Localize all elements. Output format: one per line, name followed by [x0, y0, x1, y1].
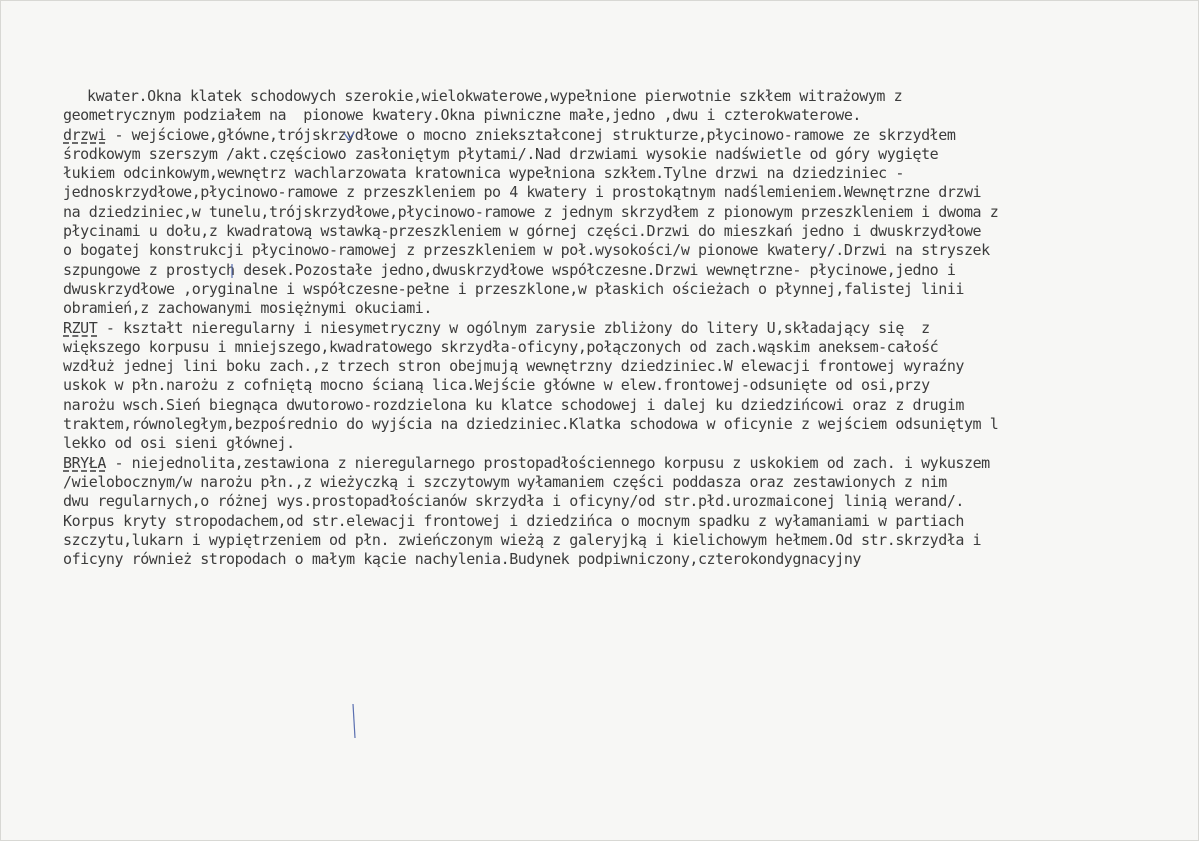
text-line	[63, 319, 1191, 338]
line-text: - wejściowe,główne,trójskrzydłowe o mocno zniekształconej strukturze,płycinowo-ramowe ze skrzydłem	[105, 125, 956, 144]
line-text: oficyny również stropodach o małym kącie nachylenia.Budynek podpiwniczony,czterokondygnacyjny	[63, 550, 862, 569]
text-line	[63, 261, 1191, 280]
text-line	[63, 357, 1191, 376]
text-line	[63, 512, 1191, 531]
line-text: lekko od osi sieni głównej.	[63, 434, 295, 453]
line-text: uskok w płn.narożu z cofniętą mocno ścianą lica.Wejście główne w elew.frontowej-odsunięte od osi,przy	[63, 376, 930, 395]
text-line	[63, 454, 1191, 473]
text-line	[63, 415, 1191, 434]
line-text: szczytu,lukarn i wypiętrzeniem od płn. zwieńczonym wieżą z galeryjką i kielichowym hełmem.Od str.skrzydła i	[63, 530, 982, 549]
text-line	[63, 338, 1191, 357]
text-line	[63, 241, 1191, 260]
text-line	[63, 222, 1191, 241]
line-text: o bogatej konstrukcji płycinowo-ramowej z przeszkleniem w poł.wysokości/w pionowe kwatery/.Drzwi na stryszek	[63, 241, 990, 260]
text-line	[63, 106, 1191, 125]
line-text: środkowym szerszym /akt.częściowo zasłoniętym płytami/.Nad drzwiami wysokie nadświetle od góry wygięte	[63, 144, 939, 163]
typewritten-text-block	[63, 87, 1191, 569]
text-line	[63, 203, 1191, 222]
text-line	[63, 492, 1191, 511]
line-text: większego korpusu i mniejszego,kwadratowego skrzydła-oficyny,połączonych od zach.wąskim aneksem-całość	[63, 337, 939, 356]
section-heading: drzwi	[63, 125, 106, 144]
text-line	[63, 550, 1191, 569]
line-text: dwuskrzydłowe ,oryginalne i współczesne-pełne i przeszklone,w płaskich ościeżach o płynnej,falistej linii	[63, 279, 964, 298]
line-text: Korpus kryty stropodachem,od str.elewacji frontowej i dziedzińca o mocnym spadku z wyłamaniami w partiach	[63, 511, 964, 530]
line-text: płycinami u dołu,z kwadratową wstawką-przeszkleniem w górnej części.Drzwi do mieszkań jedno i dwuskrzydłowe	[63, 222, 982, 241]
line-text: /wielobocznym/w narożu płn.,z wieżyczką i szczytowym wyłamaniem części poddasza oraz zestawionych z nim	[63, 472, 947, 491]
line-text: narożu wsch.Sień biegnąca dwutorowo-rozdzielona ku klatce schodowej i dalej ku dziedzińcowi oraz z drugim	[63, 395, 964, 414]
text-line	[63, 396, 1191, 415]
pen-mark-bottom	[349, 703, 359, 739]
line-text: łukiem odcinkowym,wewnętrz wachlarzowata kratownica wypełniona szkłem.Tylne drzwi na dziedziniec -	[63, 164, 904, 183]
line-text: - kształt nieregularny i niesymetryczny w ogólnym zarysie zbliżony do litery U,składający się z	[97, 318, 930, 337]
line-text: szpungowe z prostych desek.Pozostałe jedno,dwuskrzydłowe współczesne.Drzwi wewnętrzne- płycinowe,jedno i	[63, 260, 956, 279]
text-line	[63, 434, 1191, 453]
text-line	[63, 531, 1191, 550]
text-line	[63, 376, 1191, 395]
line-text: traktem,równoległym,bezpośrednio do wyjścia na dziedziniec.Klatka schodowa w oficynie z wejściem odsuniętym l	[63, 415, 999, 434]
text-line	[63, 87, 1191, 106]
line-text: obramień,z zachowanymi mosiężnymi okuciami.	[63, 299, 432, 318]
text-line	[63, 164, 1191, 183]
line-text: jednoskrzydłowe,płycinowo-ramowe z przeszkleniem po 4 kwatery i prostokątnym nadślemieniem.Wewnętrzne drzwi	[63, 183, 982, 202]
line-text: - niejednolita,zestawiona z nieregularnego prostopadłościennego korpusu z uskokiem od zach. i wykuszem	[105, 453, 990, 472]
text-line	[63, 299, 1191, 318]
line-text: na dziedziniec,w tunelu,trójskrzydłowe,płycinowo-ramowe z jednym skrzydłem z pionowym przeszkleniem i dwoma z	[63, 202, 999, 221]
text-line	[63, 280, 1191, 299]
section-heading: RZUT	[63, 318, 98, 337]
text-line	[63, 473, 1191, 492]
text-line	[63, 183, 1191, 202]
line-text: geometrycznym podziałem na pionowe kwatery.Okna piwniczne małe,jedno ,dwu i czterokwaterowe.	[63, 106, 862, 125]
text-line	[63, 126, 1191, 145]
line-text: kwater.Okna klatek schodowych szerokie,wielokwaterowe,wypełnione pierwotnie szkłem witrażowym z	[87, 87, 903, 105]
line-text: wzdłuż jednej lini boku zach.,z trzech stron obejmują wewnętrzny dziedziniec.W elewacji frontowej wyraźny	[63, 357, 964, 376]
line-text: dwu regularnych,o różnej wys.prostopadłościanów skrzydła i oficyny/od str.płd.urozmaiconej linią werand/.	[63, 492, 964, 511]
section-heading: BRYŁA	[63, 453, 106, 472]
text-line	[63, 145, 1191, 164]
